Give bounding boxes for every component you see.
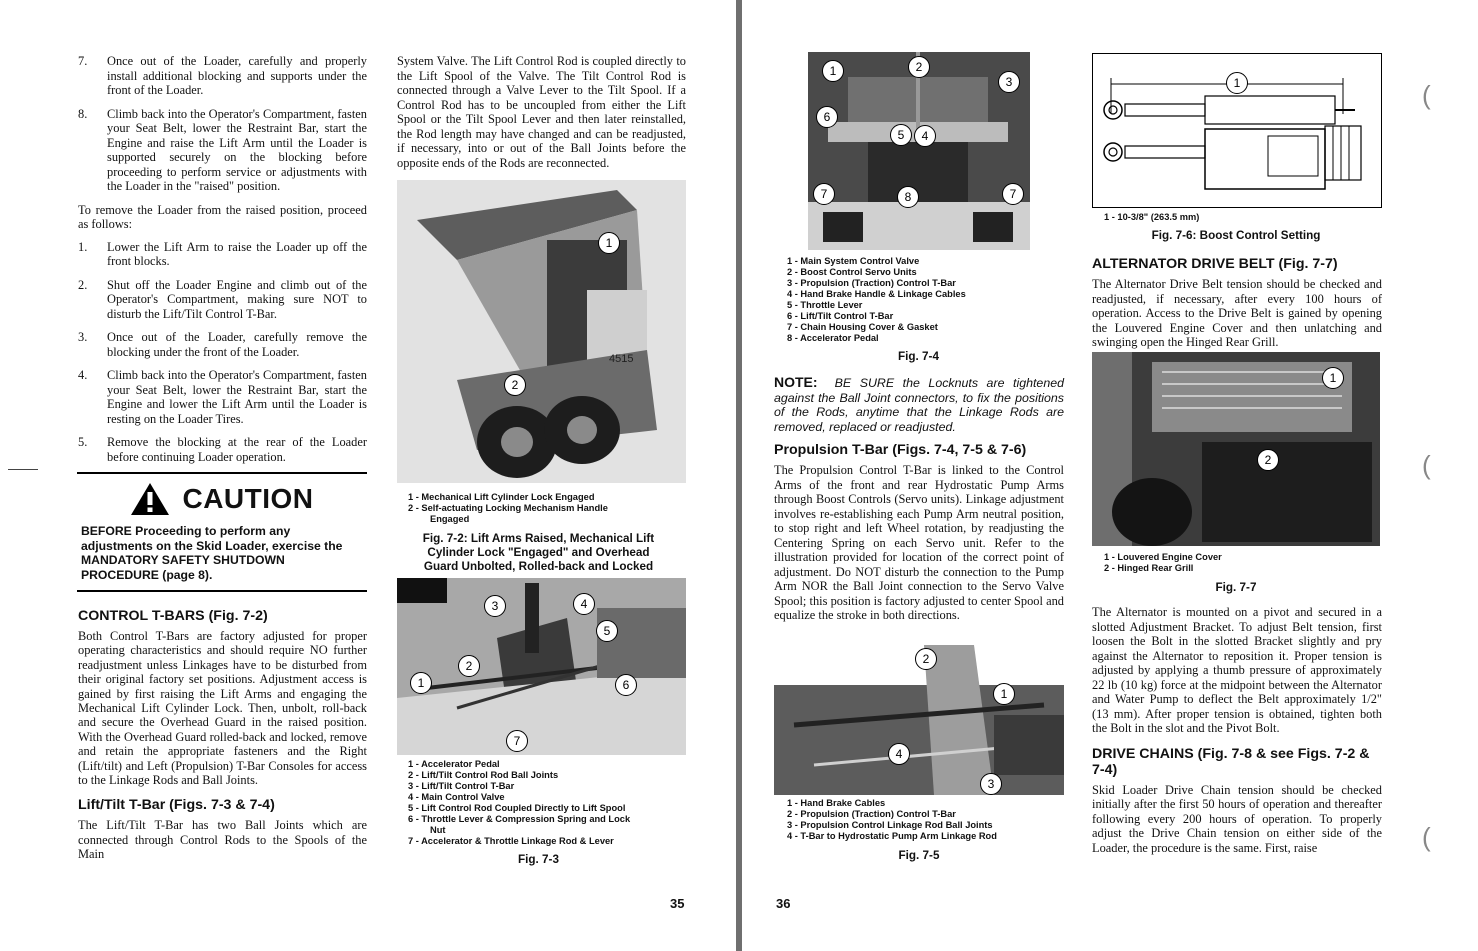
callout-2: 2 xyxy=(458,655,480,677)
step-4 xyxy=(78,368,367,426)
legend-item: 6 - Throttle Lever & Compression Spring and Lock xyxy=(408,814,631,824)
legend-item: 1 - Main System Control Valve xyxy=(787,256,920,266)
page-36 xyxy=(742,0,1478,951)
legend-item: 3 - Propulsion (Traction) Control T-Bar xyxy=(787,278,956,288)
step-text: Once out of the Loader, carefully and properly install additional blocking and supports under the front of the Loader. xyxy=(107,54,367,97)
legend-item: 5 - Throttle Lever xyxy=(787,300,863,310)
callout-2: 2 xyxy=(908,56,930,78)
step-number: 4. xyxy=(78,368,88,382)
propulsion-text: The Propulsion Control T-Bar is linked to the Control Arms of the front and rear Hydrostatic Pump Arms through Boost Controls (Servo units). Linkage adjustment involves re-establishing each Pump Arm neutral position, to stop right and left Wheel rotation, by readjusting the Centering Spring on each Servo unit. Refer to the illustration provided for location of the correct point of adjustment. Do NOT disturb the connection to the Pump Arm NOR the Ball Joint connection to the Servo Valve Spool; this position is factory adjusted to center Spool and equalize the stroke in both directions. xyxy=(774,463,1064,622)
fig-7-5-legend xyxy=(787,798,997,842)
legend-item: 3 - Propulsion Control Linkage Rod Ball Joints xyxy=(787,820,993,830)
legend-item: 4 - Main Control Valve xyxy=(408,792,505,802)
lift-tilt-text: The Lift/Tilt T-Bar has two Ball Joints which are connected through Control Rods to the Spools of the Main xyxy=(78,818,367,862)
legend-item: 5 - Lift Control Rod Coupled Directly to Lift Spool xyxy=(408,803,626,813)
legend-item: 1 - Hand Brake Cables xyxy=(787,798,886,808)
warning-triangle-icon xyxy=(130,482,170,516)
alternator-text: The Alternator Drive Belt tension should be checked and readjusted, if necessary, after every 100 hours of operation. Access to the Drive Belt is gained by opening the Louvered Engine Cover and then unlatching and swinging open the Hinged Rear Grill. xyxy=(1092,277,1382,349)
callout-2: 2 xyxy=(504,374,526,396)
intro-paragraph: To remove the Loader from the raised position, proceed as follows: xyxy=(78,202,367,231)
fig-7-3-title: Fig. 7-3 xyxy=(518,853,559,866)
note-paragraph xyxy=(774,375,1064,434)
fig-7-7-title: Fig. 7-7 xyxy=(1215,581,1257,594)
step-text: Shut off the Loader Engine and climb out of the Operator's Compartment, making sure NOT to disturb the Lift/Tilt Control T-Bar. xyxy=(107,277,367,321)
caution-text: BEFORE Proceeding to perform any adjustments on the Skid Loader, exercise the MANDATORY SAFETY SHUTDOWN PROCEDURE (page 8). xyxy=(81,524,343,582)
control-rod-paragraph: System Valve. The Lift Control Rod is coupled directly to the Lift Spool of the Valve. The Tilt Control Rod is connected through a Valve Lever to the Tilt Spool. If a Control Rod has to be uncoupled from either the Lift Spool or the Tilt Spool Lever and then later reinstalled, the Rod length may have changed and can be readjusted, if necessary, into or out of the Ball Joints before the opposite ends of the Rods are reconnected. xyxy=(397,54,686,170)
callout-4: 4 xyxy=(888,743,910,765)
legend-item: 4 - Hand Brake Handle & Linkage Cables xyxy=(787,289,966,299)
callout-3: 3 xyxy=(998,71,1020,93)
control-tbars-heading: CONTROL T-BARS (Fig. 7-2) xyxy=(78,608,268,624)
callout-6: 6 xyxy=(816,106,838,128)
caution-box xyxy=(77,472,367,592)
callout-1: 1 xyxy=(410,672,432,694)
step-3 xyxy=(78,330,367,359)
fig-7-5-photo xyxy=(774,645,1064,795)
step-5 xyxy=(78,435,367,464)
left-column-1 xyxy=(78,54,367,473)
page-35 xyxy=(0,0,736,951)
page-number: 35 xyxy=(670,896,685,911)
legend-item: 2 - Propulsion (Traction) Control T-Bar xyxy=(787,809,956,819)
legend-item: 7 - Accelerator & Throttle Linkage Rod & Lever xyxy=(408,836,614,846)
callout-7: 7 xyxy=(506,730,528,752)
alternator-heading: ALTERNATOR DRIVE BELT (Fig. 7-7) xyxy=(1092,256,1338,272)
fig-title-line: Guard Unbolted, Rolled-back and Locked xyxy=(423,560,654,573)
callout-1: 1 xyxy=(1322,367,1344,389)
callout-5: 5 xyxy=(596,620,618,642)
step-2 xyxy=(78,278,367,322)
fig-title-line: Fig. 7-2: Lift Arms Raised, Mechanical Lift xyxy=(422,532,655,545)
step-text: Lower the Lift Arm to raise the Loader up off the front blocks. xyxy=(107,239,367,268)
step-8 xyxy=(78,107,367,194)
callout-7: 7 xyxy=(1002,183,1024,205)
control-tbars-text: Both Control T-Bars are factory adjusted for proper operating characteristics and should require NO further readjustment unless Linkages have to be disturbed from their original factory set positions. Adjustment access is gained by first raising the Lift Arms and engaging the Mechanical Lift Cylinder Lock. Then, unbolt, roll-back and secure the Overhead Guard in the raised position. With the Overhead Guard rolled-back and locked, remove and retain the appropriate fasteners and the Right (Lift/tilt) and Left (Propulsion) T-Bar Consoles for access to the Linkage Rods and Ball Joints. xyxy=(78,629,367,788)
fig-7-6-title: Fig. 7-6: Boost Control Setting xyxy=(1151,229,1321,242)
lift-tilt-heading: Lift/Tilt T-Bar (Figs. 7-3 & 7-4) xyxy=(78,797,275,814)
left-column-2 xyxy=(397,54,686,180)
legend-item: 1 - Mechanical Lift Cylinder Lock Engaged xyxy=(408,492,595,502)
legend-item: 2 - Boost Control Servo Units xyxy=(787,267,917,277)
callout-2: 2 xyxy=(915,648,937,670)
tbar-linkage-drawing xyxy=(397,578,686,755)
legend-item: 6 - Lift/Tilt Control T-Bar xyxy=(787,311,894,321)
propulsion-heading: Propulsion T-Bar (Figs. 7-4, 7-5 & 7-6) xyxy=(774,442,1027,458)
page-number: 36 xyxy=(776,896,791,911)
step-number: 8. xyxy=(78,106,88,121)
legend-item: 8 - Accelerator Pedal xyxy=(787,333,879,343)
callout-3: 3 xyxy=(980,773,1002,795)
step-text: Once out of the Loader, carefully remove the blocking under the front of the Loader. xyxy=(107,330,367,359)
callout-1: 1 xyxy=(993,683,1015,705)
step-text: Climb back into the Operator's Compartment, fasten your Seat Belt, lower the Restraint Bar, start the Engine and lower the Lift Arm until the Loader is resting on the Loader Tires. xyxy=(107,368,367,426)
step-text: Remove the blocking at the rear of the Loader before continuing Loader operation. xyxy=(107,435,367,464)
callout-5: 5 xyxy=(890,124,912,146)
control-overview-drawing xyxy=(808,52,1030,250)
fig-title-line: Cylinder Lock "Engaged" and Overhead xyxy=(427,546,650,559)
alternator-adjust-text: The Alternator is mounted on a pivot and secured in a slotted Adjustment Bracket. To adjust Belt tension, first loosen the Bolt in the slotted Bracket slightly and pry against the Alternator to reposition it. Proper tension is adjusted by applying a thumb pressure of approximately 22 lb (10 kg) force at the midpoint between the Alternator and Water Pump to deflect the Belt approximately 1/2" (13 mm). After proper tension is obtained, tighten both the Bolt in the slot and the Pivot Bolt. xyxy=(1092,605,1382,735)
step-number: 1. xyxy=(78,239,88,254)
fig-7-3-photo xyxy=(397,578,686,755)
legend-item: 3 - Lift/Tilt Control T-Bar xyxy=(408,781,515,791)
callout-4: 4 xyxy=(914,125,936,147)
note-label: NOTE: xyxy=(774,374,818,390)
step-number: 3. xyxy=(78,330,88,344)
fig-7-6-legend: 1 - 10-3/8" (263.5 mm) xyxy=(1104,212,1200,222)
caution-title: CAUTION xyxy=(182,483,314,514)
fig-7-4-title: Fig. 7-4 xyxy=(898,350,939,363)
legend-item: Engaged xyxy=(430,514,470,524)
callout-8: 8 xyxy=(897,186,919,208)
fig-7-3-legend xyxy=(408,759,630,847)
legend-item: 7 - Chain Housing Cover & Gasket xyxy=(787,322,938,332)
fig-7-5-title: Fig. 7-5 xyxy=(898,849,940,862)
fig-7-2-legend xyxy=(408,492,608,525)
fig-7-6-diagram xyxy=(1092,53,1382,208)
step-text: Climb back into the Operator's Compartment, fasten your Seat Belt, lower the Restraint Bar, start the Engine and raise the Lift Arm until the Loader is supported securely on the blocking before proceeding to perform service or adjustments with the Loader in the "raised" position. xyxy=(107,106,367,193)
caution-header xyxy=(77,482,367,516)
step-number: 5. xyxy=(78,435,88,449)
callout-7: 7 xyxy=(813,183,835,205)
loader-model-label: 4515 xyxy=(609,353,634,365)
step-number: 7. xyxy=(78,54,88,68)
legend-item: 1 - Louvered Engine Cover xyxy=(1104,552,1222,562)
left-column-1-lower xyxy=(78,600,367,872)
legend-item: 1 - Accelerator Pedal xyxy=(408,759,500,769)
fig-7-7-photo xyxy=(1092,352,1380,546)
legend-item: 2 - Self-actuating Locking Mechanism Handle xyxy=(408,503,608,513)
callout-4: 4 xyxy=(573,593,595,615)
step-7 xyxy=(78,54,367,98)
right-column-2 xyxy=(1092,248,1382,360)
fig-7-2-photo xyxy=(397,180,686,483)
margin-mark xyxy=(8,469,38,470)
callout-1: 1 xyxy=(598,232,620,254)
step-1 xyxy=(78,240,367,269)
right-column-1 xyxy=(774,375,1064,633)
callout-3: 3 xyxy=(484,595,506,617)
note-text: BE SURE the Locknuts are tightened against the Ball Joint connectors, to fix the positions of the Rods, anytime that the Linkage Rods are removed, replaced or readjusted. xyxy=(774,376,1064,434)
step-number: 2. xyxy=(78,277,88,292)
legend-item: 2 - Lift/Tilt Control Rod Ball Joints xyxy=(408,770,559,780)
fig-7-7-legend xyxy=(1104,552,1222,574)
callout-2: 2 xyxy=(1257,449,1279,471)
fig-7-4-photo xyxy=(808,52,1030,250)
drive-chains-text: Skid Loader Drive Chain tension should be checked initially after the first 50 hours of operation and thereafter following every 200 hours of operation. To properly adjust the Drive Chain tension on either side of the Loader, the procedure is the same. First, raise xyxy=(1092,782,1382,855)
drive-chains-heading: DRIVE CHAINS (Fig. 7-8 & see Figs. 7-2 & 7-4) xyxy=(1092,745,1370,778)
margin-bracket-mark: ( xyxy=(1422,822,1431,852)
callout-1: 1 xyxy=(1226,72,1248,94)
legend-item: 4 - T-Bar to Hydrostatic Pump Arm Linkage Rod xyxy=(787,831,997,841)
callout-6: 6 xyxy=(615,674,637,696)
loader-photo-drawing xyxy=(397,180,686,483)
fig-7-4-legend xyxy=(787,256,966,344)
legend-item: Nut xyxy=(430,825,446,835)
callout-1: 1 xyxy=(822,60,844,82)
margin-bracket-mark: ( xyxy=(1422,80,1431,110)
legend-item: 2 - Hinged Rear Grill xyxy=(1104,563,1194,573)
right-column-2-lower xyxy=(1092,605,1382,865)
fig-7-2-title xyxy=(397,532,680,574)
margin-bracket-mark: ( xyxy=(1422,450,1431,480)
